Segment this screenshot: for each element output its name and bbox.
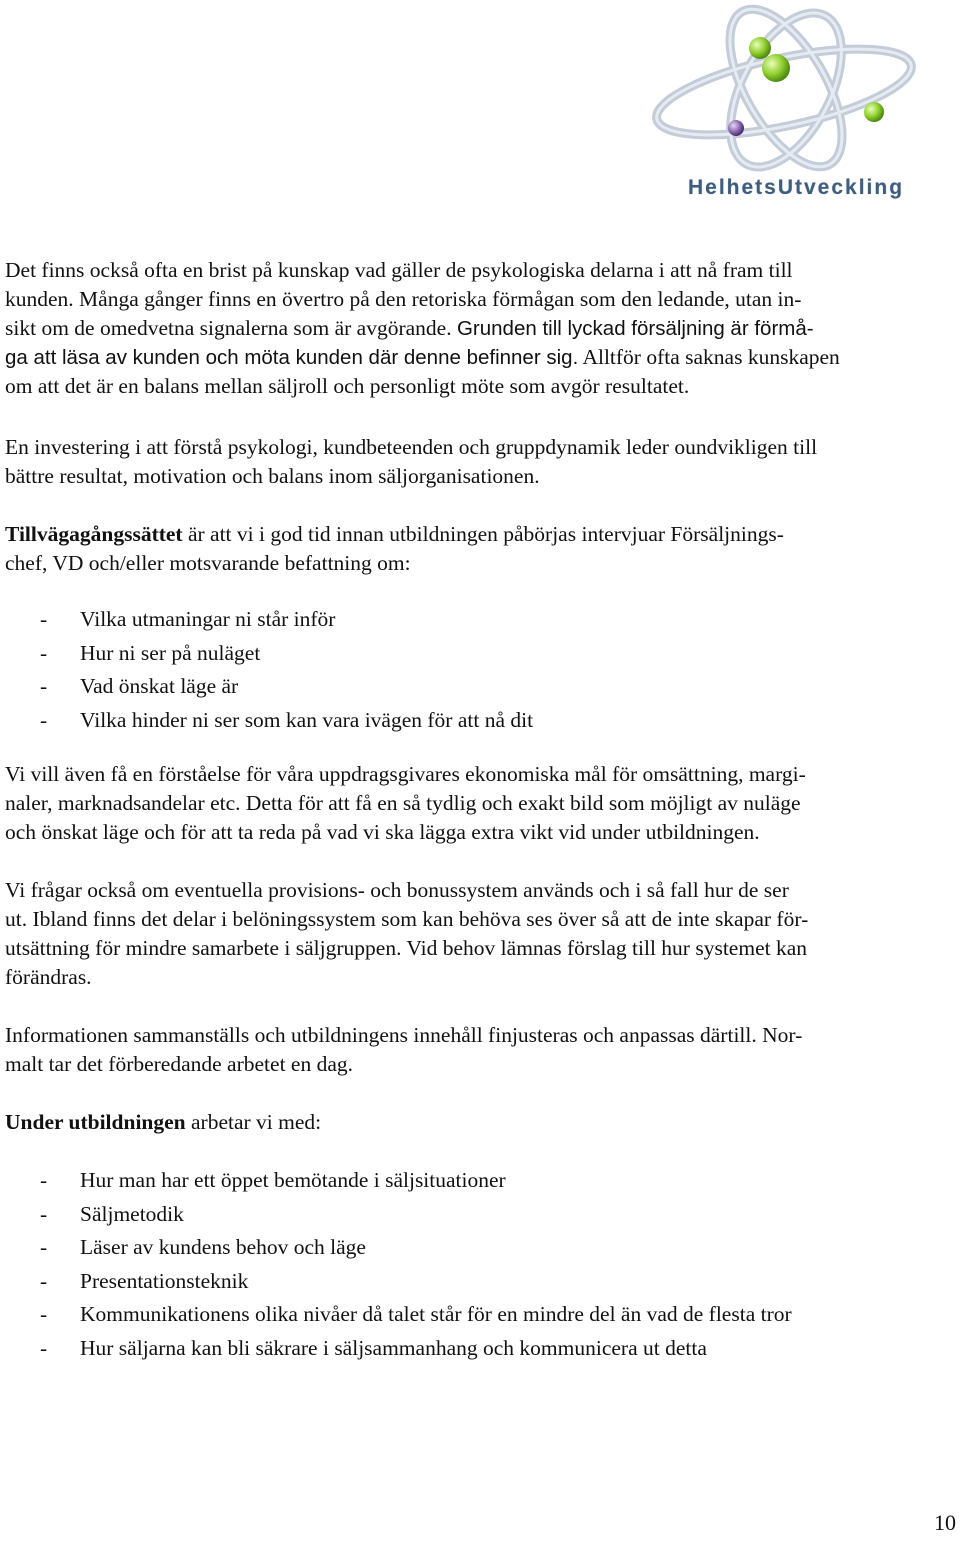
paragraph-economic-goals: Vi vill även få en förståelse för våra uppdragsgivares ekonomiska mål för omsättning, margi- naler, marknadsandelar etc. Detta för att få en så tydlig och exakt bild som möjligt av nuläge och önskat läge och för att ta reda på vad vi ska lägga extra vikt vid under utbildningen.: [5, 762, 806, 844]
paragraph-bonus-systems: Vi frågar också om eventuella provisions- och bonussystem används och i så fall hur de ser ut. Ibland finns det delar i belöningssystem som kan behöva ses över så att de inte skapar för- utsättning för mindre samarbete i säljgruppen. Vid behov lämnas förslag till hur systemet kan förändras.: [5, 878, 809, 989]
interview-topics-list: [40, 603, 533, 737]
list-item: - Säljmetodik: [40, 1201, 184, 1226]
training-topics-list: [40, 1164, 792, 1365]
nucleus-icon: [762, 54, 790, 82]
approach-heading: Tillvägagångssättet: [5, 522, 183, 546]
list-item: - Hur man har ett öppet bemötande i säljsituationer: [40, 1168, 506, 1192]
list-item: - Hur säljarna kan bli säkrare i säljsammanhang och kommunicera ut detta: [40, 1335, 707, 1360]
paragraph-knowledge-gap: Det finns också ofta en brist på kunskap vad gäller de psykologiska delarna i att nå fram till kunden. Många gånger finns en övertro på den retoriska förmågan som den ledande, utan in- sikt om de omedvetna signalerna som är avgörande. Grunden till lyckad försäljning är förmå- ga att läsa av kunden och möta kunden där denne befinner sig. Alltför ofta saknas kunskapen om att det är en balans mellan säljroll och personligt möte som avgör resultatet.: [5, 258, 840, 398]
atom-logo-icon: [636, 0, 954, 176]
list-item: - Läser av kundens behov och läge: [40, 1235, 366, 1259]
paragraph-approach: Tillvägagångssättet är att vi i god tid innan utbildningen påbörjas intervjuar Försäljnings- chef, VD och/eller motsvarande befattning om:: [5, 522, 784, 575]
logo-wordmark: HelhetsUtveckling: [687, 176, 905, 199]
paragraph-investment: En investering i att förstå psykologi, kundbeteenden och gruppdynamik leder oundvikligen till bättre resultat, motivation och balans inom säljorganisationen.: [5, 435, 818, 488]
paragraph-preparation: Informationen sammanställs och utbildningens innehåll finjusteras och anpassas därtill. Nor- malt tar det förberedande arbetet en dag.: [5, 1023, 803, 1076]
paragraph-during-training: Under utbildningen arbetar vi med:: [5, 1110, 322, 1134]
list-item: - Vilka hinder ni ser som kan vara ivägen för att nå dit: [40, 707, 534, 732]
training-heading: Under utbildningen: [5, 1110, 186, 1134]
list-item: - Vad önskat läge är: [40, 674, 239, 698]
company-logo: [636, 0, 954, 206]
list-item: - Kommunikationens olika nivåer då talet står för en mindre del än vad de flesta tror: [40, 1302, 792, 1326]
list-item: - Vilka utmaningar ni står inför: [40, 607, 336, 631]
list-item: - Presentationsteknik: [40, 1268, 249, 1293]
list-item: - Hur ni ser på nuläget: [40, 640, 261, 665]
page-number: 10: [934, 1510, 956, 1535]
